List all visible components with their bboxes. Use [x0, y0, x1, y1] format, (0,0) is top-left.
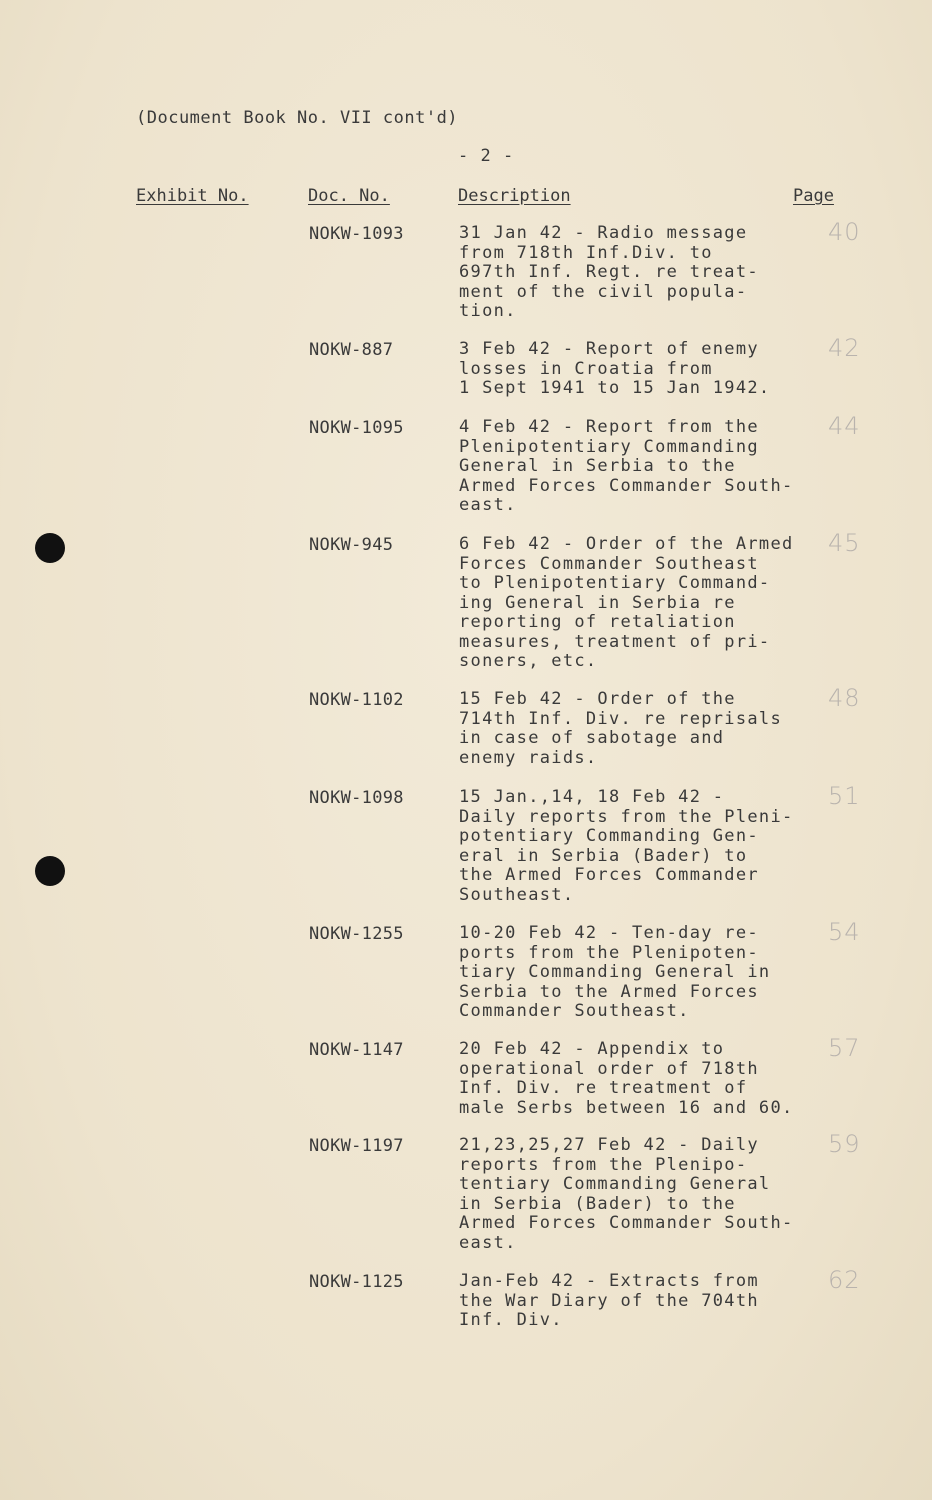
handwritten-page-number: 48: [828, 684, 861, 712]
doc-number: NOKW-945: [309, 535, 394, 555]
handwritten-page-number: 59: [828, 1130, 861, 1158]
doc-number: NOKW-887: [309, 340, 394, 360]
doc-number: NOKW-1102: [309, 690, 404, 710]
column-header-description: Description: [458, 186, 571, 206]
entry-description: 20 Feb 42 - Appendix to operational order of 718th Inf. Div. re treatment of male Serbs between 16 and 60.: [459, 1039, 794, 1118]
punch-hole: [35, 856, 65, 886]
document-book-header: (Document Book No. VII cont'd): [136, 108, 459, 128]
entry-description: 3 Feb 42 - Report of enemy losses in Croatia from 1 Sept 1941 to 15 Jan 1942.: [459, 339, 771, 398]
doc-number: NOKW-1147: [309, 1040, 404, 1060]
entry-description: Jan-Feb 42 - Extracts from the War Diary of the 704th Inf. Div.: [459, 1271, 759, 1330]
handwritten-page-number: 44: [828, 412, 861, 440]
doc-number: NOKW-1095: [309, 418, 404, 438]
entry-description: 4 Feb 42 - Report from the Plenipotentiary Commanding General in Serbia to the Armed Forces Commander South- east.: [459, 417, 794, 515]
entry-description: 21,23,25,27 Feb 42 - Daily reports from the Plenipo- tentiary Commanding General in Serbia (Bader) to the Armed Forces Commander South- east.: [459, 1135, 794, 1253]
handwritten-page-number: 51: [828, 782, 861, 810]
doc-number: NOKW-1125: [309, 1272, 404, 1292]
entry-description: 10-20 Feb 42 - Ten-day re- ports from the Plenipoten- tiary Commanding General in Serbia to the Armed Forces Commander Southeast.: [459, 923, 771, 1021]
doc-number: NOKW-1098: [309, 788, 404, 808]
entry-description: 15 Jan.,14, 18 Feb 42 - Daily reports from the Pleni- potentiary Commanding Gen- eral in Serbia (Bader) to the Armed Forces Commander Southeast.: [459, 787, 794, 905]
entry-description: 31 Jan 42 - Radio message from 718th Inf.Div. to 697th Inf. Regt. re treat- ment of the civil popula- tion.: [459, 223, 759, 321]
entry-description: 6 Feb 42 - Order of the Armed Forces Commander Southeast to Plenipotentiary Command- ing General in Serbia re reporting of retaliation measures, treatment of pri- soners, etc.: [459, 534, 794, 671]
page-number: - 2 -: [458, 146, 515, 166]
handwritten-page-number: 42: [828, 334, 861, 362]
column-header-doc-no: Doc. No.: [308, 186, 390, 206]
punch-hole: [35, 533, 65, 563]
doc-number: NOKW-1197: [309, 1136, 404, 1156]
column-header-exhibit: Exhibit No.: [136, 186, 249, 206]
handwritten-page-number: 57: [828, 1034, 861, 1062]
handwritten-page-number: 54: [828, 918, 861, 946]
handwritten-page-number: 40: [828, 218, 861, 246]
doc-number: NOKW-1255: [309, 924, 404, 944]
doc-number: NOKW-1093: [309, 224, 404, 244]
handwritten-page-number: 62: [828, 1266, 861, 1294]
column-header-page: Page: [793, 186, 834, 206]
entry-description: 15 Feb 42 - Order of the 714th Inf. Div. re reprisals in case of sabotage and enemy raids.: [459, 689, 782, 768]
handwritten-page-number: 45: [828, 529, 861, 557]
